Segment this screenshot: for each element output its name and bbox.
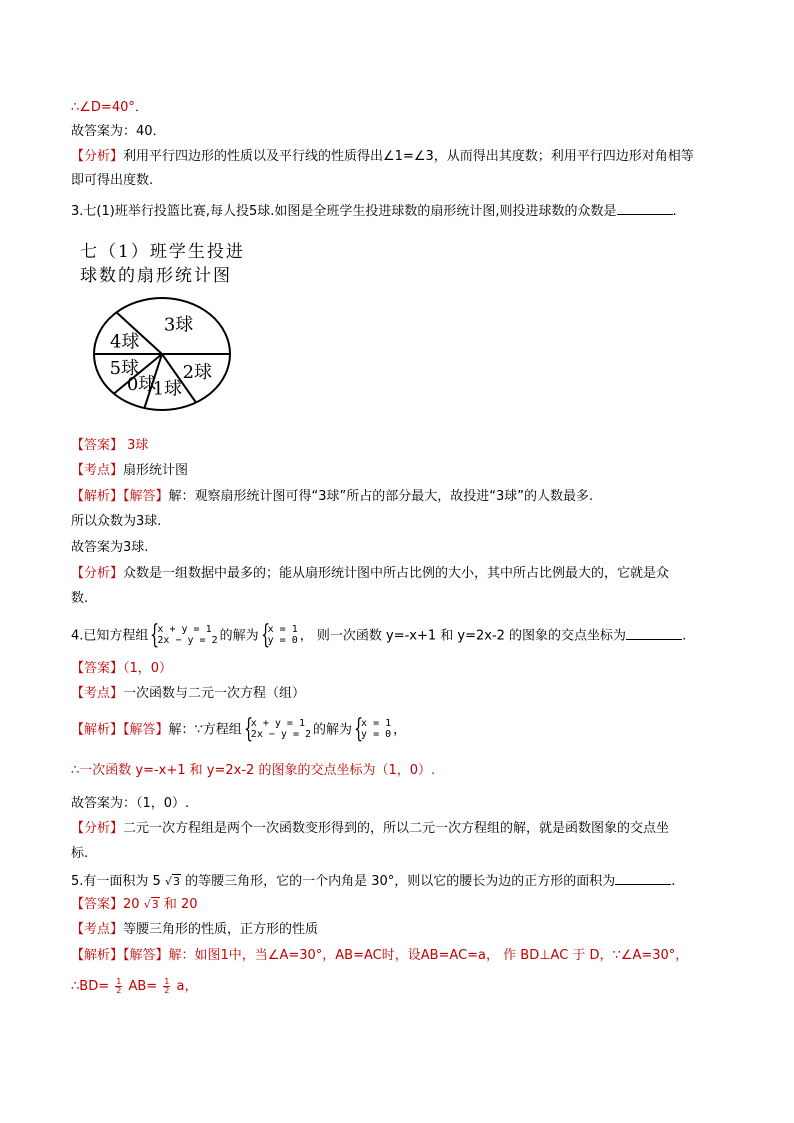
text-line [71, 124, 166, 140]
pie-chart [90, 295, 235, 423]
analysis-line [71, 566, 669, 582]
slice-label: 3球 [163, 314, 194, 336]
equation-system: { x + y = 1 2x − y = 2 [150, 620, 218, 650]
analysis-text: 利用平行四边形的性质以及平行线的性质得出∠1=∠3，从而得出其度数；利用平行四边形对角相等 [123, 149, 694, 164]
topic-line [71, 922, 318, 938]
solution-system: { x = 1 y = 0 [354, 714, 392, 744]
answer-value: 20 √3 和 20 [123, 897, 198, 912]
analysis-tag: 【分析】 [71, 566, 124, 581]
fraction: $\frac{1}{2}$ [164, 977, 170, 995]
answer-value: （1，0） [123, 661, 173, 676]
answer-blank [615, 872, 671, 885]
text-line: ∴BD= $\frac{1}{2}$ AB= $\frac{1}{2}$ a， [71, 977, 198, 995]
text-line: 标. [71, 846, 89, 861]
topic-text: 一次函数与二元一次方程（组） [123, 686, 306, 701]
topic-tag: 【考点】 [71, 686, 124, 701]
text-line: 数. [71, 591, 89, 606]
question-5: 5.有一面积为 5 √3 的等腰三角形，它的一个内角是 30°，则以它的腰长为边的正方形的面积为 . [71, 874, 676, 889]
text-line: ∴一次函数 y=-x+1 和 y=2x-2 的图象的交点坐标为（1，0）. [71, 763, 436, 778]
solution-text: 解：如图1中，当∠A=30°，AB=AC时，设AB=AC=a， 作 BD⊥AC 于 D，∵∠A=30°， [168, 948, 689, 963]
equation-system: { x + y = 1 2x − y = 2 [243, 714, 312, 744]
solution-tag: 【解析】【解答】 [71, 948, 169, 963]
answer-blank [617, 202, 673, 215]
text-line: 故答案为3球. [71, 540, 149, 555]
topic-tag: 【考点】 [71, 922, 124, 937]
text-line: 故答案为：（1，0）. [71, 796, 190, 811]
solution-line [71, 948, 688, 964]
solution-line: 【解析】【解答】解：∵方程组 { x + y = 1 2x − y = 2 的解为 { x = 1 y = 0 ， [71, 714, 407, 744]
text-line: 即可得出度数. [71, 173, 154, 188]
answer-line [71, 897, 198, 913]
topic-text: 等腰三角形的性质，正方形的性质 [123, 922, 319, 937]
analysis-line [71, 821, 669, 837]
text-line: ∴∠D=40°． [71, 100, 148, 115]
text-line: 所以众数为3球. [71, 514, 162, 529]
solution-system: { x = 1 y = 0 [260, 620, 298, 650]
question-text: 3.七(1)班举行投篮比赛,每人投5球.如图是全班学生投进球数的扇形统计图,则投进球数的众数是 [71, 204, 617, 219]
question-4: 4.已知方程组 { x + y = 1 2x − y = 2 的解为 { x = 1 y = 0 ， 则一次函数 y=-x+1 和 y=2x-2 的图象的交点坐标为 . [71, 620, 687, 650]
slice-label: 1球 [152, 378, 183, 400]
fraction: $\frac{1}{2}$ [116, 977, 122, 995]
answer-tag: 【答案】 [71, 438, 124, 453]
analysis-tag: 【分析】 [71, 821, 124, 836]
answer-tag: 【答案】 [71, 661, 124, 676]
slice-label: 2球 [182, 361, 213, 383]
topic-text: 扇形统计图 [123, 463, 189, 478]
analysis-text: 众数是一组数据中最多的；能从扇形统计图中所占比例的大小，其中所占比例最大的，它就是众 [123, 566, 670, 581]
slice-label: 4球 [110, 331, 140, 353]
topic-line [71, 463, 188, 479]
chart-title-line-2: 球数的扇形统计图 [80, 266, 232, 286]
topic-line [71, 686, 305, 702]
chart-title-line-1: 七（1）班学生投进 [80, 242, 245, 262]
answer-line [71, 661, 172, 677]
answer-tag: 【答案】 [71, 897, 124, 912]
topic-tag: 【考点】 [71, 463, 124, 478]
slice-label: 0球 [126, 374, 157, 396]
solution-line [71, 489, 593, 505]
slice-label: 5球 [109, 357, 140, 379]
answer-line [71, 438, 148, 454]
answer-value: 3球 [123, 438, 149, 453]
answer-text: 故答案为：40． [71, 124, 166, 139]
solution-tag: 【解析】【解答】 [71, 489, 169, 504]
sqrt-expression: √3 [164, 875, 180, 888]
question-3: 3.七(1)班举行投篮比赛,每人投5球.如图是全班学生投进球数的扇形统计图,则投进球数的众数是 . [71, 204, 677, 219]
analysis-line [71, 149, 694, 165]
solution-text: 解：观察扇形统计图可得“3球”所占的部分最大，故投进“3球”的人数最多. [168, 489, 594, 504]
analysis-tag: 【分析】 [71, 149, 124, 164]
chart-title [80, 240, 245, 288]
solution-tag: 【解析】【解答】 [71, 722, 169, 738]
analysis-text: 二元一次方程组是两个一次函数变形得到的，所以二元一次方程组的解，就是函数图象的交点坐 [123, 821, 670, 836]
answer-blank [626, 627, 682, 640]
